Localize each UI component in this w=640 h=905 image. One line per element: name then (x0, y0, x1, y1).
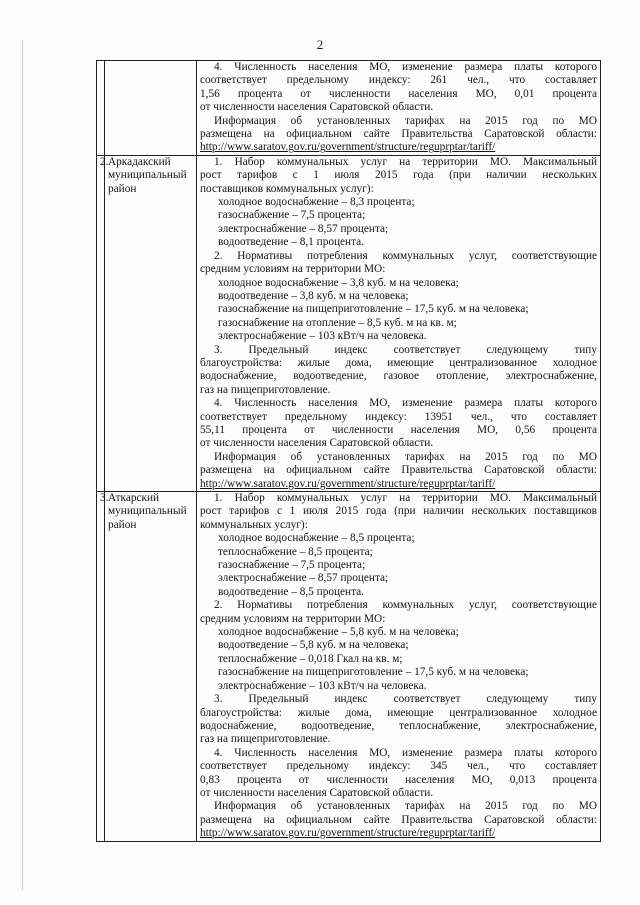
row-number: 2. (97, 155, 105, 491)
detail-line: электроснабжение – 103 кВт/ч на человека. (218, 330, 427, 343)
detail-line: электроснабжение – 103 кВт/ч на человека. (218, 679, 427, 692)
detail-line: водоснабжение, водоотведение, газовое отопление, электроснабжение, (200, 370, 597, 383)
detail-line: водоотведение – 8,1 процента. (218, 236, 365, 249)
tariff-info-link[interactable]: http://www.saratov.gov.ru/government/structure/reguprptar/tariff/ (200, 477, 496, 490)
district-details (197, 492, 601, 842)
detail-line: рост тарифов с 1 июля 2015 года (при наличии нескольких (200, 169, 597, 182)
district-name-line: муниципальный (108, 505, 187, 518)
detail-line: 4. Численность населения МО, изменение размера платы которого (214, 397, 597, 410)
detail-line: соответствует предельному индексу: 345 чел., что составляет (200, 760, 597, 773)
detail-line: 1. Набор коммунальных услуг на территории МО. Максимальный (214, 155, 597, 168)
detail-line: водоотведение – 5,8 куб. м на человека; (218, 639, 409, 652)
detail-line: Информация об установленных тарифах на 2015 год по МО (214, 450, 597, 463)
detail-line: водоснабжение, водоотведение, теплоснабжение, электроснабжение, (200, 719, 597, 732)
detail-line: теплоснабжение – 8,5 процента; (218, 545, 373, 558)
detail-line: электроснабжение – 8,57 процента; (218, 222, 389, 235)
detail-line: холодное водоснабжение – 5,8 куб. м на человека; (218, 626, 459, 639)
tariff-info-link[interactable]: http://www.saratov.gov.ru/government/structure/reguprptar/tariff/ (200, 827, 496, 840)
detail-line: 0,83 процента от численности населения МО, 0,013 процента (200, 773, 597, 786)
detail-line: 2. Нормативы потребления коммунальных услуг, соответствующие (214, 599, 597, 612)
district-name-line: Аткарский (108, 492, 160, 504)
tariff-info-link[interactable]: http://www.saratov.gov.ru/government/structure/reguprptar/tariff/ (200, 141, 496, 154)
detail-line: теплоснабжение – 0,018 Гкал на кв. м; (218, 652, 403, 665)
detail-line: средним условиям на территории МО: (200, 263, 386, 276)
detail-line: газоснабжение на отопление – 8,5 куб. м на кв. м; (218, 316, 457, 329)
detail-line: от численности населения Саратовской области. (200, 786, 434, 799)
detail-line: 3. Предельный индекс соответствует следующему типу (214, 693, 597, 706)
detail-line: газоснабжение – 7,5 процента; (218, 209, 366, 222)
detail-line: рост тарифов с 1 июля 2015 года (при наличии нескольких поставщиков (200, 505, 597, 518)
district-name-line: район (108, 518, 137, 531)
tariff-table (96, 60, 601, 842)
table-row (97, 61, 601, 156)
district-name-line: муниципальный (108, 169, 187, 182)
detail-line: коммунальных услуг): (200, 518, 308, 531)
detail-line: газоснабжение на пищеприготовление – 17,5 куб. м на человека; (218, 666, 529, 679)
detail-line: от численности населения Саратовской области. (200, 101, 434, 114)
detail-line: размещена на официальном сайте Правительства Саратовской области: (200, 464, 597, 477)
detail-line: 55,11 процента от численности населения МО, 0,56 процента (200, 423, 597, 436)
detail-line: соответствует предельному индексу: 261 чел., что составляет (200, 74, 597, 87)
detail-line: Информация об установленных тарифах на 2015 год по МО (214, 114, 597, 127)
detail-line: водоотведение – 8,5 процента. (218, 585, 365, 598)
detail-line: 3. Предельный индекс соответствует следующему типу (214, 343, 597, 356)
detail-line: холодное водоснабжение – 8,5 процента; (218, 532, 415, 545)
district-details (197, 61, 601, 156)
detail-line: соответствует предельному индексу: 13951 чел., что составляет (200, 410, 597, 423)
detail-line: холодное водоснабжение – 8,3 процента; (218, 196, 415, 209)
detail-line: благоустройства: жилые дома, имеющие централизованное холодное (200, 706, 597, 719)
detail-line: газ на пищеприготовление. (200, 383, 331, 396)
detail-line: Информация об установленных тарифах на 2015 год по МО (214, 800, 597, 813)
detail-line: электроснабжение – 8,57 процента; (218, 572, 389, 585)
table-row (97, 155, 601, 491)
detail-line: благоустройства: жилые дома, имеющие централизованное холодное (200, 356, 597, 369)
detail-line: холодное водоснабжение – 3,8 куб. м на человека; (218, 276, 459, 289)
detail-line: водоотведение – 3,8 куб. м на человека; (218, 289, 409, 302)
detail-line: 1. Набор коммунальных услуг на территории МО. Максимальный (214, 492, 597, 504)
detail-line: газоснабжение на пищеприготовление – 17,5 куб. м на человека; (218, 303, 529, 316)
district-name-line: район (108, 182, 137, 195)
district-name (105, 492, 197, 842)
detail-line: размещена на официальном сайте Правительства Саратовской области: (200, 128, 597, 141)
page-number: 2 (316, 37, 324, 52)
detail-line: 4. Численность населения МО, изменение размера платы которого (214, 746, 597, 759)
row-number (97, 61, 105, 156)
detail-line: газ на пищеприготовление. (200, 733, 331, 746)
detail-line: 2. Нормативы потребления коммунальных услуг, соответствующие (214, 249, 597, 262)
detail-line: средним условиям на территории МО: (200, 612, 386, 625)
district-name (105, 61, 197, 156)
detail-line: 4. Численность населения МО, изменение размера платы которого (214, 61, 597, 73)
detail-line: 1,56 процента от численности населения МО, 0,01 процента (200, 87, 597, 100)
district-name-line: Аркадакский (108, 155, 171, 168)
detail-line: поставщиков коммунальных услуг): (200, 182, 374, 195)
row-number: 3. (97, 492, 105, 842)
detail-line: от численности населения Саратовской области. (200, 437, 434, 450)
detail-line: размещена на официальном сайте Правительства Саратовской области: (200, 813, 597, 826)
district-name (105, 155, 197, 491)
district-details (197, 155, 601, 491)
table-row (97, 492, 601, 842)
tariff-table-body (97, 61, 601, 842)
detail-line: газоснабжение – 7,5 процента; (218, 559, 366, 572)
scan-edge-line (22, 40, 23, 890)
